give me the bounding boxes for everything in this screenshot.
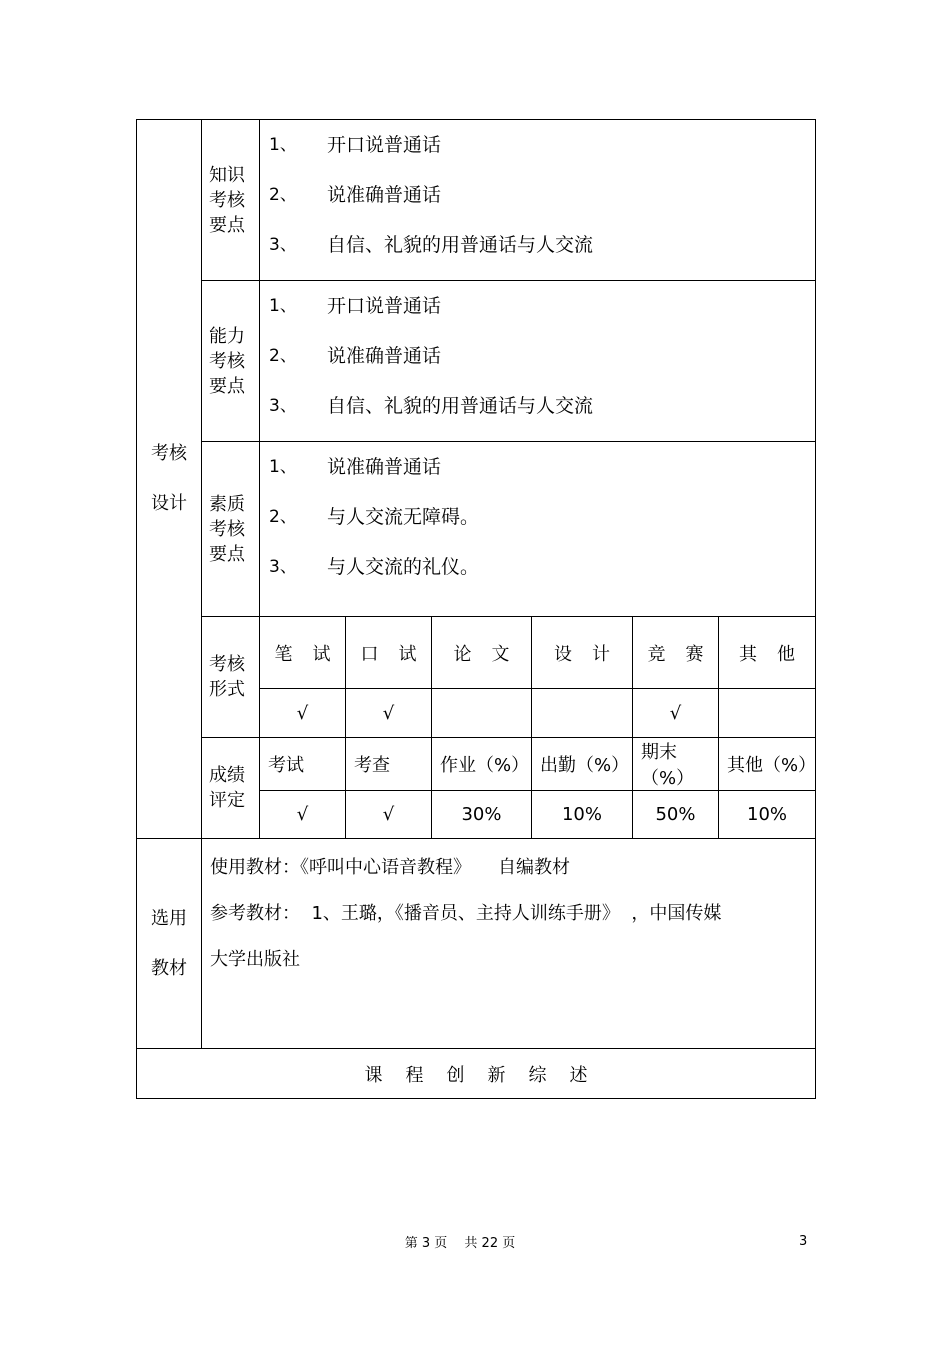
grading-item-label: 出勤（%） (532, 738, 633, 791)
knowledge-label: 知识 考核 要点 (202, 120, 260, 281)
check-mark (532, 689, 633, 738)
textbook-reference: 参考教材： 1、王璐，《播音员、主持人训练手册》 ，中国传媒 (210, 903, 722, 924)
assessment-category-line: 设计 (151, 493, 187, 514)
grading-value: 30% (432, 791, 532, 839)
textbook-content (202, 839, 816, 1049)
form-label: 考核 形式 (202, 617, 260, 738)
form-header: 竞赛 (633, 617, 719, 689)
list-item: 2、 说准确普通话 (269, 184, 442, 206)
list-item: 2、 与人交流无障碍。 (269, 506, 480, 528)
list-item: 3、 与人交流的礼仪。 (269, 556, 480, 578)
grading-label: 成绩 评定 (202, 738, 260, 839)
grading-item-label: 期末（%） (633, 738, 719, 791)
page-info: 第 3 页 共 22 页 (404, 1236, 516, 1251)
list-item: 2、 说准确普通话 (269, 345, 442, 367)
list-item: 3、 自信、礼貌的用普通话与人交流 (269, 234, 594, 256)
grading-item-label: 作业（%） (432, 738, 532, 791)
ability-items (260, 281, 816, 442)
assessment-category-line: 考核 (151, 443, 187, 464)
grading-value: √ (346, 791, 432, 839)
list-item: 1、 开口说普通话 (269, 134, 442, 156)
grading-item-label: 考试 (260, 738, 346, 791)
page-number: 3 (799, 1234, 808, 1249)
innovation-row (137, 1049, 816, 1099)
check-mark (432, 689, 532, 738)
grading-value: 10% (532, 791, 633, 839)
grading-value: 50% (633, 791, 719, 839)
form-header: 设计 (532, 617, 633, 689)
grading-item-label: 其他（%） (719, 738, 816, 791)
innovation-title: 课程创新综述 (137, 1049, 816, 1099)
form-header: 笔试 (260, 617, 346, 689)
grading-label-row (137, 738, 816, 791)
textbook-reference-cont: 大学出版社 (210, 949, 300, 970)
check-mark: √ (260, 689, 346, 738)
knowledge-row (137, 120, 816, 281)
grading-item-label: 考查 (346, 738, 432, 791)
quality-items (260, 442, 816, 617)
quality-label: 素质 考核 要点 (202, 442, 260, 617)
ability-label: 能力 考核 要点 (202, 281, 260, 442)
textbook-category: 选用 教材 (137, 839, 202, 1049)
grading-value: √ (260, 791, 346, 839)
course-table (136, 119, 816, 1099)
list-item: 1、 开口说普通话 (269, 295, 442, 317)
textbook-main: 使用教材：《呼叫中心语音教程》 自编教材 (210, 857, 570, 878)
assessment-category (137, 120, 202, 839)
list-item: 1、 说准确普通话 (269, 456, 442, 478)
quality-row (137, 442, 816, 617)
grading-value: 10% (719, 791, 816, 839)
ability-row (137, 281, 816, 442)
form-header-row (137, 617, 816, 689)
form-header: 其他 (719, 617, 816, 689)
list-item: 3、 自信、礼貌的用普通话与人交流 (269, 395, 594, 417)
textbook-row (137, 839, 816, 1049)
knowledge-items (260, 120, 816, 281)
form-header: 论文 (432, 617, 532, 689)
check-mark: √ (346, 689, 432, 738)
form-header: 口试 (346, 617, 432, 689)
check-mark (719, 689, 816, 738)
check-mark: √ (633, 689, 719, 738)
